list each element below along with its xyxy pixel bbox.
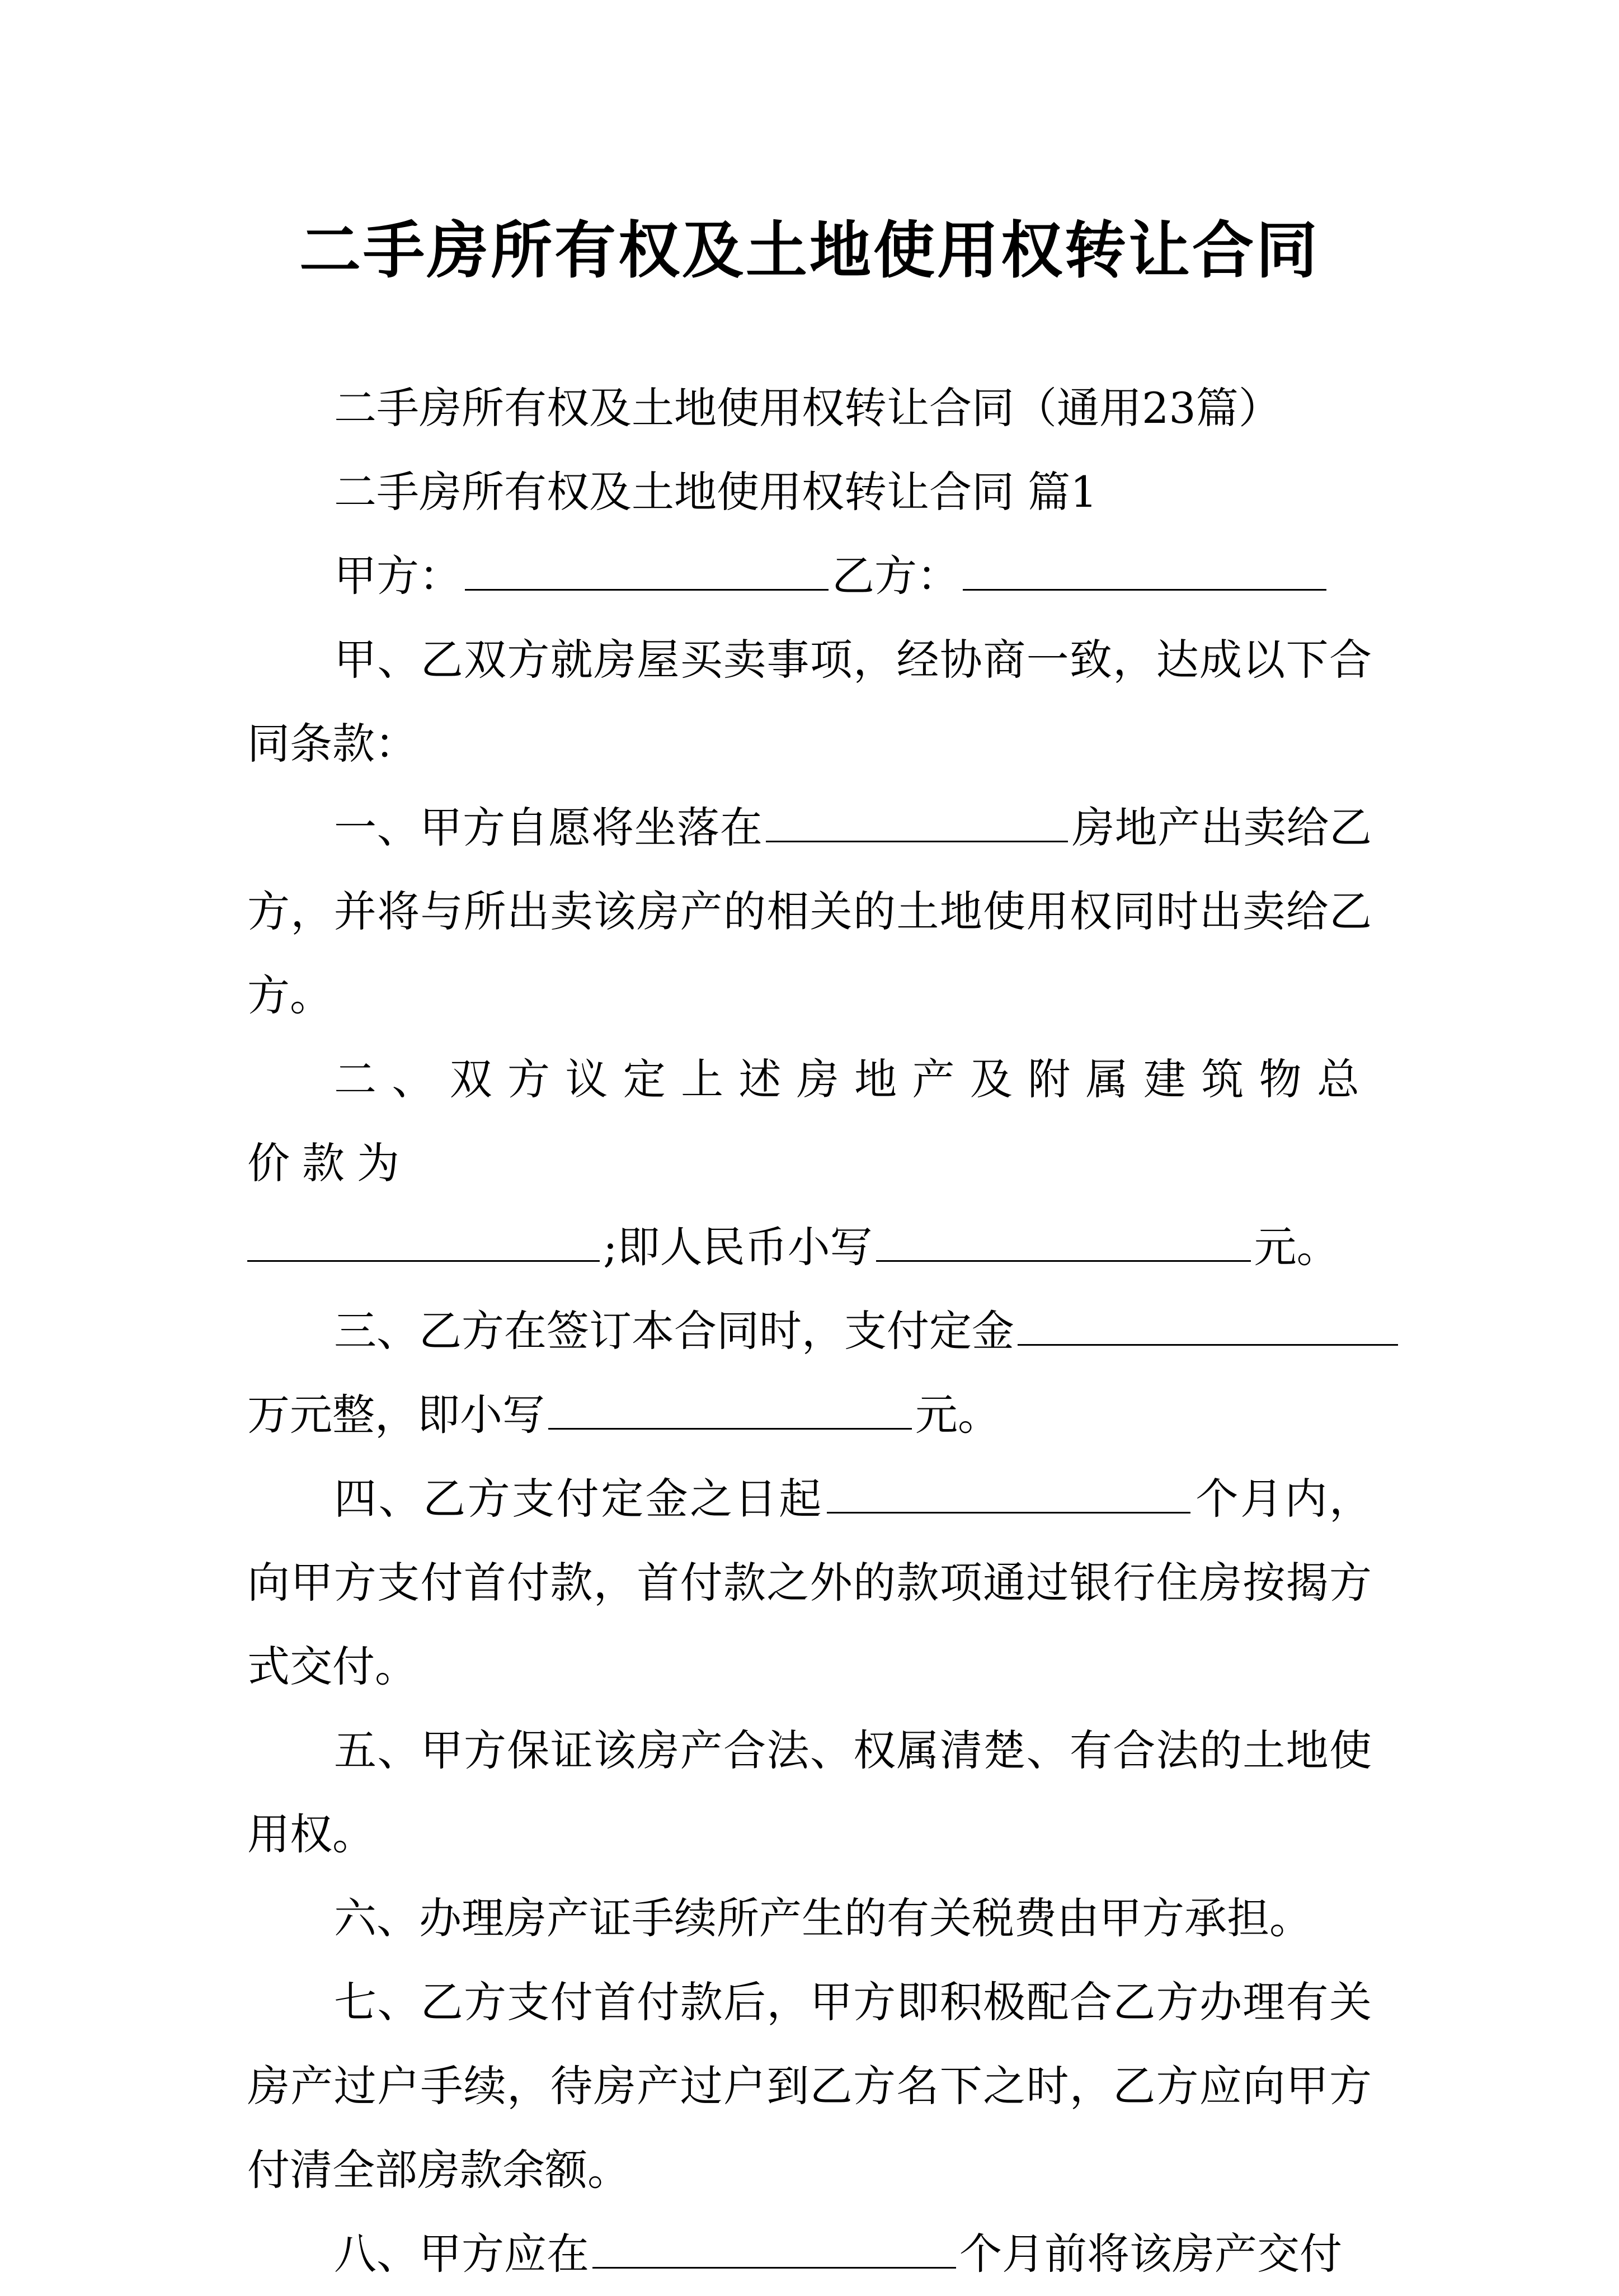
clause-1-text-a: 一、甲方自愿将坐落在 — [334, 803, 763, 852]
clause-8-text-b: 个月前将该房产交付 — [959, 2229, 1342, 2279]
clause-3-line-1 — [247, 1289, 1372, 1373]
party-a-label: 甲方： — [334, 551, 462, 601]
clause-3-text-a: 三、乙方在签订本合同时，支付定金 — [334, 1306, 1014, 1356]
clause-2-amount-blank — [876, 1225, 1251, 1262]
clause-1-location-blank — [766, 806, 1068, 842]
clause-1-text-b: 房地产出卖给乙方，并将与所出卖该房产的相关的土地使用权同时出卖给乙方。 — [247, 803, 1372, 1020]
clause-3-line-2 — [247, 1373, 1372, 1457]
parties-line — [247, 534, 1372, 618]
clause-4-months-blank — [827, 1477, 1190, 1514]
clause-8-months-blank — [592, 2232, 956, 2269]
clause-5: 五、甲方保证该房产合法、权属清楚、有合法的土地使用权。 — [247, 1725, 1372, 1859]
intro-paragraph: 甲、乙双方就房屋买卖事项，经协商一致，达成以下合同条款： — [247, 635, 1372, 769]
document-subtitle: 二手房所有权及土地使用权转让合同（通用23篇） — [334, 383, 1281, 433]
clause-4-text-a: 四、乙方支付定金之日起 — [334, 1474, 823, 1524]
party-a-blank — [465, 554, 829, 591]
section-heading: 二手房所有权及土地使用权转让合同 篇1 — [334, 467, 1098, 517]
document-body — [247, 366, 1372, 2296]
clause-2-line-1: 二、双方议定上述房地产及附属建筑物总价款为 — [247, 1054, 1372, 1188]
clause-1 — [247, 786, 1372, 1038]
clause-2-text-c: 元。 — [1254, 1222, 1339, 1272]
clause-6: 六、办理房产证手续所产生的有关税费由甲方承担。 — [334, 1893, 1312, 1943]
clause-2-text-b: ;即人民币小写 — [603, 1222, 873, 1272]
party-b-blank — [963, 554, 1326, 591]
document-title: 二手房所有权及土地使用权转让合同 — [299, 215, 1320, 286]
clause-3-text-c: 元。 — [915, 1390, 1000, 1440]
clause-8-text-a: 八、甲方应在 — [334, 2229, 589, 2279]
clause-4 — [247, 1457, 1372, 1709]
clause-7: 七、乙方支付首付款后，甲方即积极配合乙方办理有关房产过户手续，待房产过户到乙方名下之时，乙方应向甲方付清全部房款余额。 — [247, 1977, 1372, 2195]
clause-2-total-price-blank — [247, 1225, 600, 1262]
clause-3-amount-blank — [548, 1393, 912, 1430]
clause-2-line-2 — [247, 1205, 1372, 1289]
clause-4-text-b: 个月内，向甲方支付首付款，首付款之外的款项通过银行住房按揭方式交付。 — [247, 1474, 1372, 1691]
clause-8 — [247, 2212, 1372, 2296]
clause-3-text-b: 万元整，即小写 — [247, 1390, 545, 1440]
clause-3-deposit-blank — [1018, 1309, 1398, 1346]
party-b-label: 乙方： — [832, 551, 959, 601]
